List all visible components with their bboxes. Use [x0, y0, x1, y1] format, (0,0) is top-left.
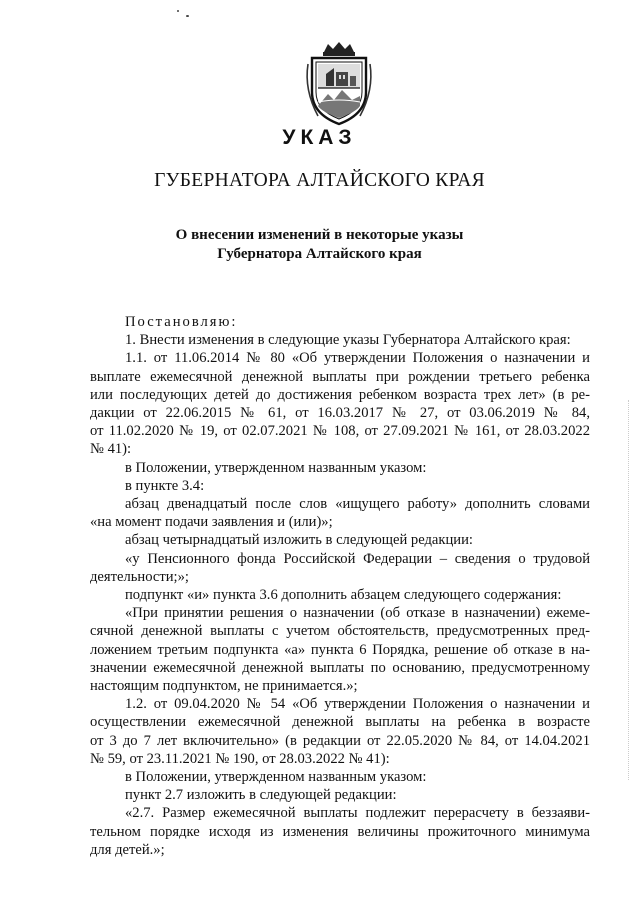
document-subject	[0, 226, 639, 264]
scan-speck	[177, 10, 179, 12]
body-line: пункт 2.7 изложить в следующей редакции:	[125, 787, 397, 804]
body-line: «2.7. Размер ежемесячной выплаты подлежит перерасчету в беззаяви-	[125, 805, 590, 822]
body-line: «на момент подачи заявления и (или)»;	[90, 514, 333, 531]
body-line: для детей.»;	[90, 841, 165, 858]
subject-line: Губернатора Алтайского края	[217, 246, 422, 262]
body-line: «у Пенсионного фонда Российской Федерации – сведения о трудовой	[125, 550, 590, 567]
body-line: осуществлении ежемесячной денежной выплаты на ребенка в возрасте	[90, 714, 590, 731]
document-body	[90, 313, 590, 859]
scan-edge-line	[628, 400, 630, 780]
body-line: абзац двенадцатый после слов «ищущего работу» дополнить словами	[125, 496, 590, 513]
body-line: подпункт «и» пункта 3.6 дополнить абзацем следующего содержания:	[125, 587, 562, 604]
body-line: настоящим подпунктом, не принимается.»;	[90, 678, 358, 695]
body-line: от 3 до 7 лет включительно» (в редакции от 22.05.2020 № 84, от 14.04.2021	[90, 732, 590, 749]
body-line: 1.2. от 09.04.2020 № 54 «Об утверждении Положения о назначении и	[125, 696, 590, 713]
body-line: Постановляю:	[125, 314, 238, 330]
scan-speck	[186, 15, 189, 17]
body-line: деятельности;»;	[90, 568, 189, 585]
body-line: в пункте 3.4:	[125, 477, 205, 494]
body-line: тельном порядке исходя из изменения величины прожиточного минимума	[90, 823, 590, 840]
body-line: № 41):	[90, 441, 132, 458]
subject-line: О внесении изменений в некоторые указы	[175, 227, 464, 243]
body-line: выплате ежемесячной денежной выплаты при рождении третьего ребенка	[90, 368, 590, 385]
body-line: № 59, от 23.11.2021 № 190, от 28.03.2022 № 41):	[90, 750, 390, 767]
document-type-title: УКАЗ	[282, 126, 357, 149]
body-line: ложением третьим подпункта «а» пункта 6 Порядка, решение об отказе в на-	[90, 641, 590, 658]
body-line: 1. Внести изменения в следующие указы Губернатора Алтайского края:	[125, 332, 571, 349]
issuer-title: ГУБЕРНАТОРА АЛТАЙСКОГО КРАЯ	[154, 170, 485, 191]
body-line: от 11.02.2020 № 19, от 02.07.2021 № 108, от 27.09.2021 № 161, от 28.03.2022	[90, 423, 590, 440]
body-line: «При принятии решения о назначении (об отказе в назначении) ежеме-	[125, 605, 590, 622]
body-line: абзац четырнадцатый изложить в следующей редакции:	[125, 532, 473, 549]
body-line: в Положении, утвержденном названным указом:	[125, 459, 427, 476]
body-line: дакции от 22.06.2015 № 61, от 16.03.2017 № 27, от 03.06.2019 № 84,	[90, 405, 590, 422]
body-line: значении ежемесячной денежной выплаты по основанию, предусмотренному	[90, 659, 590, 676]
body-line: 1.1. от 11.06.2014 № 80 «Об утверждении Положения о назначении и	[125, 350, 590, 367]
coat-of-arms-icon	[300, 40, 378, 126]
body-line: сячной денежной выплаты с учетом обстоятельств, предусмотренных пред-	[90, 623, 590, 640]
body-line: в Положении, утвержденном названным указом:	[125, 769, 427, 786]
body-line: или последующих детей до достижения ребенком возраста трех лет» (в ре-	[90, 386, 590, 403]
